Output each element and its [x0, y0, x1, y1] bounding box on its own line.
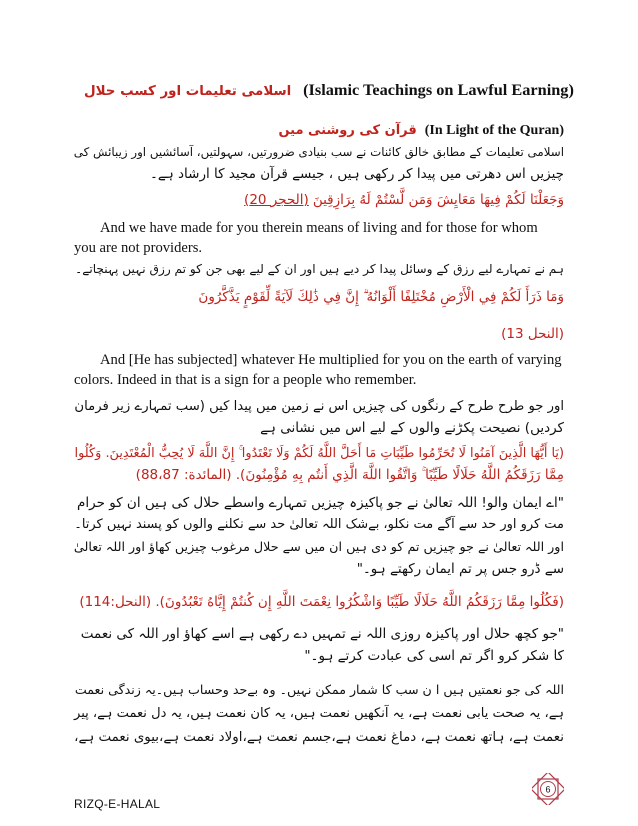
- section-subheading: [278, 121, 564, 139]
- closing-line: نعمت ہے، ہاتھ نعمت ہے، دماغ نعمت ہے،جسم نعمت ہے،اولاد نعمت ہے،بیوی نعمت ہے،: [74, 730, 564, 745]
- translation-urdu: مت کرو اور حد سے آگے مت نکلو، بےشک اللہ تعالیٰ حد سے نکلنے والوں کو پسند نہیں کرتا۔: [74, 517, 564, 532]
- translation-urdu: "جو کچھ حلال اور پاکیزہ روزی اللہ نے تمہیں دے رکھی ہے اسے کھاؤ اور اللہ کی نعمت: [80, 626, 564, 642]
- page-number-badge: [532, 773, 564, 805]
- translation-english: And we have made for you therein means of living and for those for whom: [100, 220, 538, 236]
- verse-reference: (الحجر 20): [244, 192, 309, 208]
- verse-arabic: (فَكُلُوا مِمَّا رَزَقَكُمُ اللَّهُ حَلَالًا طَيِّبًا وَاشْكُرُوا نِعْمَتَ اللَّهِ إِن كُنتُمْ إِيَّاهُ تَعْبُدُونَ). (النحل:114): [79, 594, 564, 610]
- title-urdu: اسلامی تعلیمات اور کسب حلال: [84, 84, 292, 99]
- verse-arabic: [244, 191, 564, 209]
- translation-urdu: اور اللہ تعالیٰ نے جو چیزیں تم کو دی ہیں ان میں سے حلال مرغوب چیزیں کھاؤ اور اللہ تعالیٰ: [73, 539, 564, 554]
- intro-line: چیزیں اس دھرتی میں پیدا کر رکھی ہیں ، جیسے قرآن مجید کا ارشاد ہے۔: [150, 166, 564, 182]
- intro-line: اسلامی تعلیمات کے مطابق خالق کائنات نے سب بنیادی ضرورتیں، سہولتیں، آسائشیں اور زیبائش کی: [73, 145, 564, 159]
- subheading-english: (In Light of the Quran): [424, 123, 564, 138]
- verse-arabic: وَمَا ذَرَأَ لَكُمْ فِي الْأَرْضِ مُخْتَلِفًا أَلْوَانُهُ ۗ إِنَّ فِي ذَٰلِكَ لَآيَةً لِّقَوْمٍ يَذَّكَّرُونَ: [198, 289, 564, 305]
- footer-label: RIZQ-E-HALAL: [74, 797, 161, 811]
- translation-urdu: "اے ایمان والو! اللہ تعالیٰ نے جو پاکیزہ چیزیں تمہارے واسطے حلال کی ہیں ان کو حرام: [77, 495, 564, 511]
- page-badge-ornament-icon: [532, 773, 564, 805]
- translation-urdu: سے ڈرو جس پر تم ایمان رکھتے ہو۔": [356, 561, 564, 577]
- page-title: [84, 80, 574, 100]
- title-english: (Islamic Teachings on Lawful Earning): [303, 80, 574, 99]
- translation-urdu: ہم نے تمہارے لیے رزق کے وسائل پیدا کر دیے ہیں اور ان کے لیے بھی جن کو تم رزق نہیں پہنچاتے۔: [75, 262, 564, 276]
- translation-urdu: کا شکر کرو اگر تم اسی کی عبادت کرتے ہو۔": [304, 648, 564, 664]
- verse-reference: (النحل 13): [501, 326, 564, 342]
- translation-urdu: کردیں) نصیحت پکڑنے والوں کے لیے اس میں نشانی ہے: [260, 420, 564, 436]
- verse-arabic: مِمَّا رَزَقَكُمُ اللَّهُ حَلَالًا طَيِّبًا ۚ وَاتَّقُوا اللَّهَ الَّذِي أَنتُم بِهِ مُؤْمِنُونَ). (المائدة: 88،87): [135, 467, 564, 483]
- translation-english: And [He has subjected] whatever He multiplied for you on the earth of varying: [100, 352, 562, 368]
- closing-line: ہے، یہ صحت یابی نعمت ہے، یہ آنکھیں نعمت ہیں، یہ کان نعمت ہیں، یہ دل نعمت ہے، پیر: [74, 706, 564, 721]
- translation-english: colors. Indeed in that is a sign for a people who remember.: [74, 372, 417, 388]
- translation-urdu: اور جو طرح طرح کے رنگوں کی چیزیں اس نے زمین میں پیدا کیں (سب تمہارے زیر فرمان: [74, 399, 564, 414]
- page-number: 6: [545, 784, 551, 795]
- verse-arabic-text: وَجَعَلْنَا لَكُمْ فِيهَا مَعَايِشَ وَمَن لَّسْتُمْ لَهُ بِرَازِقِينَ: [312, 192, 564, 208]
- translation-english: you are not providers.: [74, 240, 203, 256]
- closing-line: اللہ کی جو نعمتیں ہیں ا ن سب کا شمار ممکن نہیں۔ وہ بےحد وحساب ہیں۔یہ زندگی نعمت: [74, 682, 564, 697]
- verse-arabic: (يَا أَيُّهَا الَّذِينَ آمَنُوا لَا تُحَرِّمُوا طَيِّبَاتِ مَا أَحَلَّ اللَّهُ لَكُمْ وَلَا تَعْتَدُوا ۚ إِنَّ اللَّهَ لَا يُحِبُّ الْمُعْتَدِينَ. وَكُلُوا: [74, 446, 564, 461]
- subheading-urdu: قرآن کی روشنی میں: [278, 123, 417, 138]
